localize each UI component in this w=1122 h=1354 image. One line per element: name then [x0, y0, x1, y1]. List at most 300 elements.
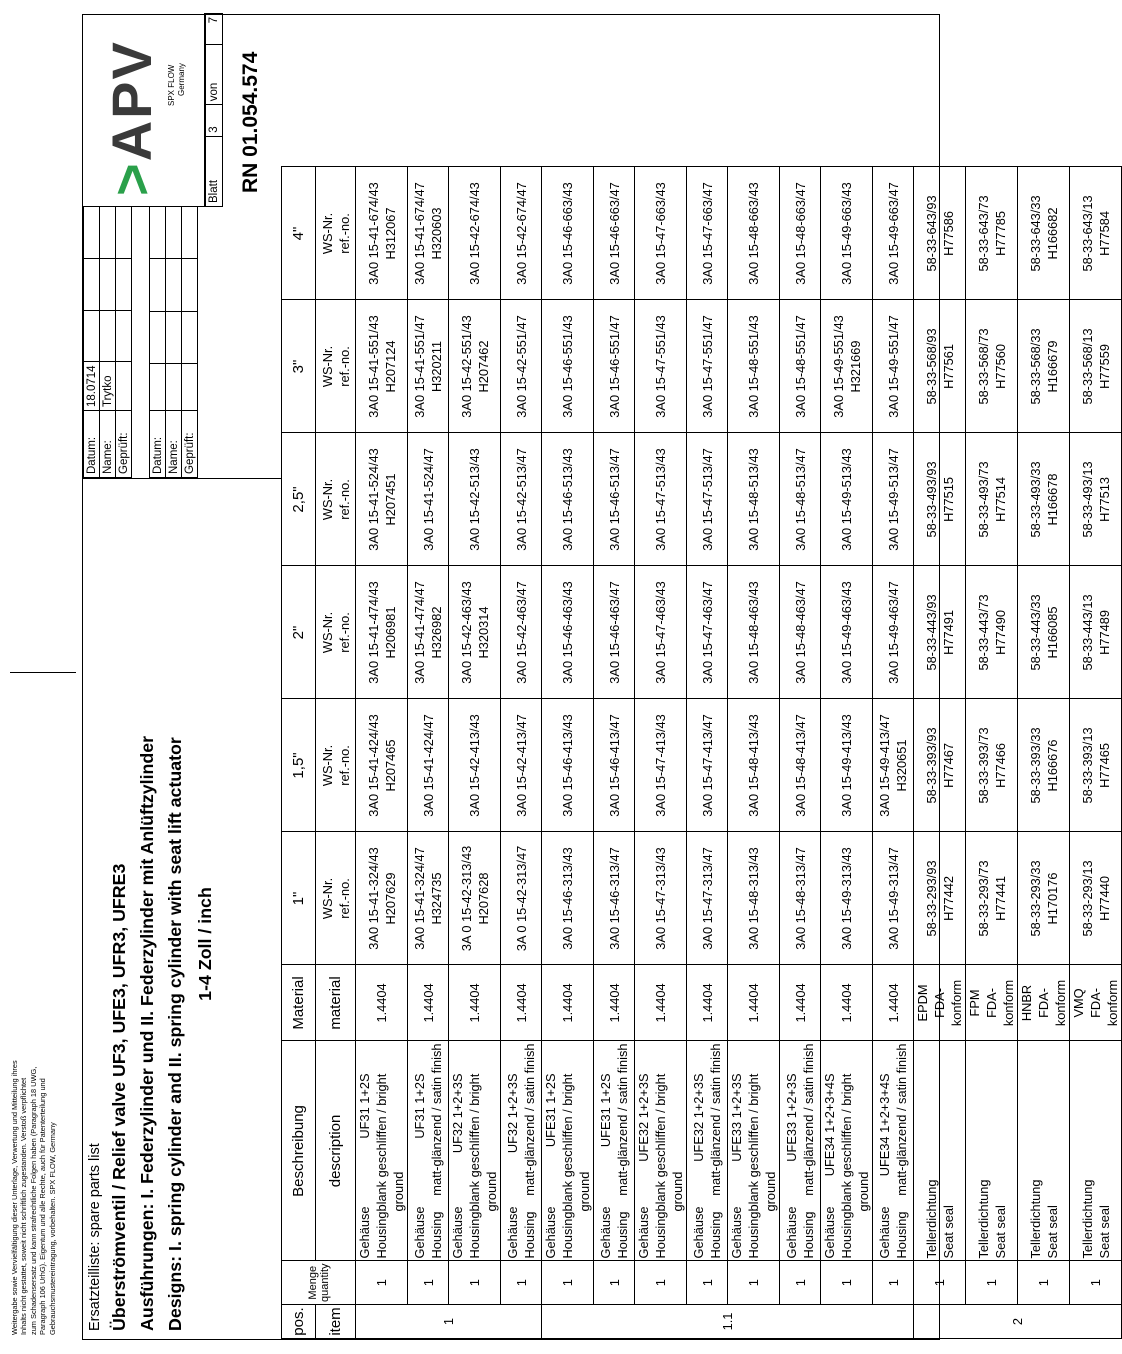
- ref-number: 3A0 15-48-413/47: [792, 714, 808, 817]
- ref-cell: [966, 433, 1018, 566]
- size-header: 3": [282, 300, 316, 433]
- ref-cell: [873, 832, 914, 965]
- ref-cell: [408, 699, 449, 832]
- ref-cell: [1018, 300, 1070, 433]
- ref-number: 58-33-293/93: [923, 860, 939, 937]
- ref-number: 58-33-568/73: [975, 328, 991, 405]
- ref-code: H207462: [475, 340, 491, 393]
- material-cell: [594, 965, 635, 1041]
- desc-en: Seat seal: [940, 1205, 956, 1259]
- table-row: [542, 167, 594, 1339]
- ref-code: H320603: [429, 207, 444, 260]
- ref-cell: [687, 300, 728, 433]
- ref-cell: [1070, 699, 1122, 832]
- qty-cell: 1: [449, 1261, 501, 1305]
- material-value: 1.4404: [420, 983, 436, 1023]
- ref-cell: [408, 433, 449, 566]
- ref-number: 3A0 15-41-524/43: [365, 448, 381, 551]
- ref-number: 58-33-443/33: [1027, 594, 1043, 671]
- ref-code: H320314: [475, 606, 491, 659]
- ref-code: H324735: [429, 872, 444, 925]
- ref-number: 3A0 15-47-513/47: [699, 448, 715, 551]
- ref-code: H207628: [475, 872, 491, 925]
- ref-cell: [873, 566, 914, 699]
- description-cell: [594, 1041, 635, 1261]
- desc-finish: blank geschliffen / bright ground: [746, 1073, 778, 1212]
- ref-cell: [687, 699, 728, 832]
- ref-code: H166679: [1044, 340, 1060, 393]
- ref-code: H166085: [1044, 606, 1060, 659]
- size-header: 4": [282, 167, 316, 300]
- desc-finish: blank geschliffen / bright ground: [560, 1073, 592, 1212]
- ref-number: 3A0 15-48-313/43: [746, 847, 761, 950]
- ref-cell: [728, 832, 780, 965]
- ref-number: 58-33-568/13: [1079, 328, 1095, 405]
- qty-cell: 1: [356, 1261, 408, 1305]
- ref-cell: [873, 300, 914, 433]
- size-header: 2,5": [282, 433, 316, 566]
- ref-code: H77467: [940, 743, 956, 788]
- ref-cell: [635, 566, 687, 699]
- ref-code: H207465: [382, 739, 398, 792]
- material-cell: [728, 965, 780, 1041]
- desc-en: Housing: [708, 1211, 723, 1259]
- ref-number: 3A0 15-46-413/43: [560, 714, 575, 817]
- ref-code: H207451: [382, 473, 398, 526]
- ref-number: 3A0 15-49-463/43: [839, 581, 854, 684]
- desc-type: UF32 1+2+3S: [450, 1073, 465, 1154]
- desc-de: Gehäuse: [636, 1206, 651, 1259]
- ref-number: 3A0 15-48-551/43: [746, 315, 761, 418]
- material-cell: [1070, 965, 1122, 1041]
- desc-finish: blank geschliffen / bright ground: [653, 1073, 685, 1212]
- ref-cell: [780, 566, 821, 699]
- desc-en: Housing: [653, 1211, 668, 1259]
- ref-number: 3A0 15-47-551/43: [653, 315, 668, 418]
- desc-finish: matt-glänzend / satin finish: [801, 1043, 816, 1196]
- quantity-label: quantity: [318, 1263, 331, 1302]
- material-note: FDA-konform: [984, 979, 1016, 1027]
- description-cell: [1070, 1041, 1122, 1261]
- ref-cell: [449, 300, 501, 433]
- refno-label: ref.-no.: [336, 878, 352, 919]
- ref-cell: [501, 167, 542, 300]
- table-row: [501, 167, 542, 1339]
- ref-cell: [687, 566, 728, 699]
- ref-number: 3A0 15-49-313/43: [839, 847, 854, 950]
- company-logo: [83, 13, 205, 207]
- ref-number: 3A0 15-49-413/43: [839, 714, 854, 817]
- ref-number: 3A0 15-47-463/43: [653, 581, 668, 684]
- material-value: 1.4404: [653, 983, 668, 1023]
- material-cell: [356, 965, 408, 1041]
- ref-cell: [821, 832, 873, 965]
- description-cell: [449, 1041, 501, 1261]
- legal-line: Paragraph 106 UrhG). Eigentum und alle Rechte, auch für Patenterteilung und: [38, 1078, 48, 1335]
- ref-number: 3A0 15-48-513/47: [792, 448, 808, 551]
- ref-number: 3A0 15-41-324/47: [412, 847, 427, 950]
- description-cell: [408, 1041, 449, 1261]
- wsnr-label: WS-Nr.: [319, 877, 335, 920]
- ref-code: H326982: [429, 606, 444, 659]
- ref-header: [316, 699, 356, 832]
- pos-cell: 2: [914, 1305, 1122, 1339]
- material-note: FDA-konform: [1036, 979, 1068, 1027]
- material-value: 1.4404: [467, 983, 482, 1023]
- ref-number: 3A0 15-47-513/43: [653, 448, 668, 551]
- wsnr-label: WS-Nr.: [319, 345, 335, 388]
- ref-number: 58-33-293/13: [1079, 860, 1095, 937]
- von-label: von: [206, 45, 223, 105]
- ref-number: 3A0 15-48-663/43: [746, 182, 761, 285]
- ref-number: 3A0 15-46-313/43: [560, 847, 575, 950]
- ref-cell: [780, 300, 821, 433]
- material-cell: [635, 965, 687, 1041]
- ref-number: 3A0 15-49-463/47: [885, 581, 901, 684]
- ref-number: 3A0 15-47-663/47: [699, 182, 715, 285]
- table-row: [1070, 167, 1122, 1339]
- table-row: [914, 167, 966, 1339]
- logo-country: Germany: [177, 63, 186, 96]
- ref-cell: [635, 300, 687, 433]
- desc-de: Tellerdichtung: [923, 1179, 939, 1259]
- qty-cell: 1: [408, 1261, 449, 1305]
- desc-de: Tellerdichtung: [1079, 1179, 1095, 1259]
- desc-finish: matt-glänzend / satin finish: [708, 1043, 723, 1196]
- quantity-header: [282, 1261, 356, 1305]
- item-header: item: [316, 1305, 356, 1339]
- desc-de: Gehäuse: [450, 1206, 465, 1259]
- ref-cell: [728, 699, 780, 832]
- refno-label: ref.-no.: [336, 346, 352, 387]
- desc-en: Housing: [801, 1211, 816, 1259]
- blatt-value: 3: [206, 105, 223, 136]
- description-cell: [873, 1041, 914, 1261]
- ref-cell: [780, 832, 821, 965]
- ref-code: H207629: [382, 872, 398, 925]
- ref-code: H312067: [382, 207, 398, 260]
- qty-cell: 1: [1018, 1261, 1070, 1305]
- approval-table-1: [83, 206, 132, 478]
- ref-cell: [821, 566, 873, 699]
- ref-cell: [821, 300, 873, 433]
- desc-type: UFE32 1+2+3S: [691, 1073, 706, 1162]
- desc-de: Gehäuse: [877, 1206, 892, 1259]
- ref-cell: [966, 699, 1018, 832]
- ref-cell: [1018, 699, 1070, 832]
- ref-cell: [542, 433, 594, 566]
- ref-cell: [966, 167, 1018, 300]
- desc-de: Gehäuse: [598, 1206, 613, 1259]
- ref-number: 3A0 15-48-513/43: [746, 448, 761, 551]
- ref-number: 58-33-568/93: [923, 328, 939, 405]
- ref-number: 3A0 15-48-463/47: [792, 581, 808, 684]
- ref-cell: [542, 566, 594, 699]
- ref-number: 3A0 15-41-324/43: [365, 847, 381, 950]
- ref-number: 58-33-643/13: [1079, 195, 1095, 272]
- pos-cell: 1.1: [542, 1305, 914, 1339]
- ref-number: 3A0 15-42-674/43: [467, 182, 482, 285]
- table-row: [1018, 167, 1070, 1339]
- design-title-en: Designs: I. spring cylinder and II. spring cylinder with seat lift actuator: [165, 737, 185, 1331]
- size-header: 2": [282, 566, 316, 699]
- ref-number: 3A0 15-49-513/47: [885, 448, 901, 551]
- refno-label: ref.-no.: [336, 745, 352, 786]
- ref-cell: [873, 433, 914, 566]
- desc-en: Housing: [560, 1211, 575, 1259]
- desc-en: Housing: [839, 1211, 854, 1259]
- material-value: VMQ: [1071, 988, 1086, 1018]
- ref-code: H170176: [1044, 872, 1060, 925]
- desc-finish: matt-glänzend / satin finish: [429, 1043, 444, 1196]
- ref-number: 3A0 15-48-551/47: [792, 315, 808, 418]
- datum-value: 18.0714: [84, 362, 100, 411]
- ref-cell: [1018, 433, 1070, 566]
- ref-code: H77491: [940, 610, 956, 655]
- ref-cell: [1018, 832, 1070, 965]
- qty-cell: 1: [542, 1261, 594, 1305]
- ref-number: 3A0 15-42-551/47: [513, 315, 529, 418]
- desc-type: UFE33 1+2+3S: [729, 1073, 744, 1162]
- size-header: 1": [282, 832, 316, 965]
- material-value: FPM: [967, 989, 982, 1017]
- ref-cell: [408, 832, 449, 965]
- ref-number: 58-33-393/33: [1027, 727, 1043, 804]
- ref-cell: [1018, 167, 1070, 300]
- ref-code: H77489: [1096, 610, 1112, 655]
- ref-cell: [780, 433, 821, 566]
- ref-cell: [873, 699, 914, 832]
- qty-cell: 1: [780, 1261, 821, 1305]
- ref-code: H77515: [940, 477, 956, 522]
- ref-code: H207124: [382, 340, 398, 393]
- legal-line: zum Schadensersatz und kann strafrechtliche Folgen haben (Paragraph 18 UWG,: [28, 1066, 38, 1335]
- desc-type: UF31 1+2S: [357, 1073, 372, 1139]
- ref-number: 3A0 15-42-551/43: [458, 315, 474, 418]
- ref-cell: [966, 300, 1018, 433]
- ref-code: H77442: [940, 876, 956, 921]
- ref-number: 58-33-443/73: [975, 594, 991, 671]
- title-block: [83, 479, 281, 1339]
- ref-number: 3A0 15-49-663/43: [839, 182, 854, 285]
- beschreibung-header: Beschreibung: [282, 1041, 316, 1261]
- description-cell: [542, 1041, 594, 1261]
- ref-cell: [594, 699, 635, 832]
- ref-code: H77559: [1096, 344, 1112, 389]
- qty-cell: 1: [821, 1261, 873, 1305]
- qty-cell: 1: [501, 1261, 542, 1305]
- material-value: 1.4404: [839, 983, 854, 1023]
- pos-header: pos.: [282, 1305, 316, 1339]
- ref-number: 3A0 15-46-313/47: [606, 847, 622, 950]
- material-note: FDA-konform: [932, 979, 964, 1027]
- desc-finish: matt-glänzend / satin finish: [615, 1043, 630, 1196]
- material-value: 1.4404: [374, 983, 389, 1023]
- ref-number: 3A0 15-49-663/47: [885, 182, 901, 285]
- material-value: 1.4404: [606, 983, 622, 1023]
- ref-number: 3A0 15-41-474/43: [365, 581, 381, 684]
- logo-text: APV: [100, 40, 163, 162]
- ref-number: 3A0 15-49-313/47: [885, 847, 901, 950]
- desc-type: UFE33 1+2+3S: [784, 1073, 799, 1162]
- material-value: EPDM: [915, 984, 930, 1022]
- size-header: 1,5": [282, 699, 316, 832]
- sheet-holder: [82, 14, 1120, 1340]
- ref-header: [316, 433, 356, 566]
- design-title-de: Ausführungen: I. Federzylinder und II. Federzylinder mit Anlüftzylinder: [137, 735, 157, 1331]
- qty-cell: 1: [728, 1261, 780, 1305]
- ref-code: H77513: [1096, 477, 1112, 522]
- wsnr-label: WS-Nr.: [319, 478, 335, 521]
- material-value: 1.4404: [513, 983, 529, 1023]
- ref-number: 3A0 15-41-674/43: [365, 182, 381, 285]
- desc-type: UF31 1+2S: [412, 1073, 427, 1139]
- material-value: 1.4404: [792, 983, 808, 1023]
- datum-label: Datum:: [84, 411, 100, 478]
- geprueft-label: Geprüft:: [116, 411, 132, 478]
- ref-number: 3A0 15-47-663/43: [653, 182, 668, 285]
- spare-parts-sheet: [82, 14, 1120, 1340]
- ref-number: 3A0 15-47-551/47: [699, 315, 715, 418]
- table-row: [635, 167, 687, 1339]
- desc-en: Housing: [522, 1211, 537, 1259]
- ref-cell: [728, 167, 780, 300]
- ref-number: 3A0 15-41-424/47: [420, 714, 436, 817]
- desc-de: Tellerdichtung: [1027, 1179, 1043, 1259]
- material-cell: [449, 965, 501, 1041]
- ref-number: 3A0 15-42-513/47: [513, 448, 529, 551]
- ref-header: [316, 832, 356, 965]
- qty-cell: 1: [635, 1261, 687, 1305]
- ref-cell: [635, 699, 687, 832]
- ref-number: 3A0 15-46-463/47: [606, 581, 622, 684]
- table-row: [966, 167, 1018, 1339]
- material-cell: [687, 965, 728, 1041]
- ref-number: 3A0 15-42-463/47: [513, 581, 529, 684]
- datum-label-2: Datum:: [150, 411, 166, 478]
- ref-code: H77441: [992, 876, 1008, 921]
- desc-type: UFE31 1+2S: [543, 1073, 558, 1148]
- ref-cell: [1018, 566, 1070, 699]
- table-row: [873, 167, 914, 1339]
- material-header-de: Material: [282, 965, 316, 1041]
- blatt-label: Blatt: [206, 136, 223, 206]
- legal-line: Gebrauchsmustereintragung, vorbehalten. SPX FLOW, Germany: [47, 1122, 57, 1335]
- qty-cell: 1: [873, 1261, 914, 1305]
- ref-number: 3A0 15-41-524/47: [420, 448, 436, 551]
- description-cell: [635, 1041, 687, 1261]
- size-range: 1-4 Zoll / inch: [195, 887, 215, 1001]
- ref-cell: [449, 433, 501, 566]
- material-cell: [501, 965, 542, 1041]
- ref-number: 3A0 15-48-313/47: [792, 847, 808, 950]
- material-cell: [1018, 965, 1070, 1041]
- desc-en: Housing: [746, 1211, 761, 1259]
- ref-cell: [914, 300, 966, 433]
- ref-cell: [501, 699, 542, 832]
- ref-cell: [542, 167, 594, 300]
- qty-cell: 1: [687, 1261, 728, 1305]
- ref-number: 3A0 15-46-463/43: [560, 581, 575, 684]
- ref-cell: [821, 433, 873, 566]
- ref-number: 58-33-393/93: [923, 727, 939, 804]
- desc-de: Gehäuse: [822, 1206, 837, 1259]
- material-value: HNBR: [1019, 984, 1034, 1022]
- ref-number: 3A0 15-48-663/47: [792, 182, 808, 285]
- logo-subtitle: SPX FLOW: [167, 64, 176, 106]
- ref-cell: [687, 433, 728, 566]
- legal-line: Weitergabe sowie Vervielfältigung dieser Unterlage, Verwertung und Mitteilung ihres: [10, 1060, 19, 1335]
- ref-cell: [594, 167, 635, 300]
- material-cell: [408, 965, 449, 1041]
- desc-en: Seat seal: [1096, 1205, 1112, 1259]
- desc-type: UFE34 1+2+3+4S: [822, 1073, 837, 1177]
- ref-number: 3A0 15-49-413/47: [877, 714, 892, 817]
- desc-de: Gehäuse: [543, 1206, 558, 1259]
- ref-code: H77560: [992, 344, 1008, 389]
- ref-cell: [728, 300, 780, 433]
- ref-cell: [873, 167, 914, 300]
- ref-number: 3A0 15-46-663/43: [560, 182, 575, 285]
- ref-code: H166676: [1044, 739, 1060, 792]
- list-title: Ersatzteilliste: spare parts list: [87, 1143, 103, 1331]
- ref-code: H206981: [382, 606, 398, 659]
- ref-code: H321669: [847, 340, 863, 393]
- description-cell: [1018, 1041, 1070, 1261]
- ref-number: 3A0 15-49-551/43: [830, 315, 846, 418]
- parts-table: [281, 166, 1122, 1339]
- desc-de: Gehäuse: [784, 1206, 799, 1259]
- table-row: [728, 167, 780, 1339]
- ref-cell: [635, 433, 687, 566]
- ref-number: 58-33-443/13: [1079, 594, 1095, 671]
- ref-cell: [687, 832, 728, 965]
- ref-cell: [356, 300, 408, 433]
- von-value: 7: [206, 14, 223, 45]
- material-value: 1.4404: [560, 983, 575, 1023]
- description-cell: [687, 1041, 728, 1261]
- ref-cell: [594, 300, 635, 433]
- ref-cell: [542, 699, 594, 832]
- ref-cell: [449, 566, 501, 699]
- ref-cell: [356, 699, 408, 832]
- desc-en: Housing: [894, 1211, 909, 1259]
- ref-cell: [1070, 433, 1122, 566]
- ref-cell: [501, 832, 542, 965]
- ref-code: H320211: [429, 340, 444, 392]
- table-row: [594, 167, 635, 1339]
- ref-number: 3A0 15-49-551/47: [885, 315, 901, 418]
- table-row: [821, 167, 873, 1339]
- desc-de: Gehäuse: [357, 1206, 372, 1259]
- refno-label: ref.-no.: [336, 479, 352, 520]
- ref-number: 3A0 15-46-663/47: [606, 182, 622, 285]
- ref-number: 3A0 15-46-513/47: [606, 448, 622, 551]
- ref-number: 3A0 15-46-513/43: [560, 448, 575, 551]
- desc-finish: blank geschliffen / bright ground: [374, 1073, 406, 1212]
- ref-number: 3A0 15-41-474/47: [412, 581, 427, 684]
- material-note: FDA-konform: [1088, 979, 1120, 1027]
- ref-number: 58-33-393/73: [975, 727, 991, 804]
- desc-en: Housing: [374, 1211, 389, 1259]
- description-cell: [728, 1041, 780, 1261]
- ref-code: H77785: [992, 211, 1008, 256]
- legal-note-area: [0, 0, 80, 1354]
- desc-de: Gehäuse: [505, 1206, 520, 1259]
- ref-cell: [821, 167, 873, 300]
- ref-number: 58-33-493/73: [975, 461, 991, 538]
- ref-cell: [501, 566, 542, 699]
